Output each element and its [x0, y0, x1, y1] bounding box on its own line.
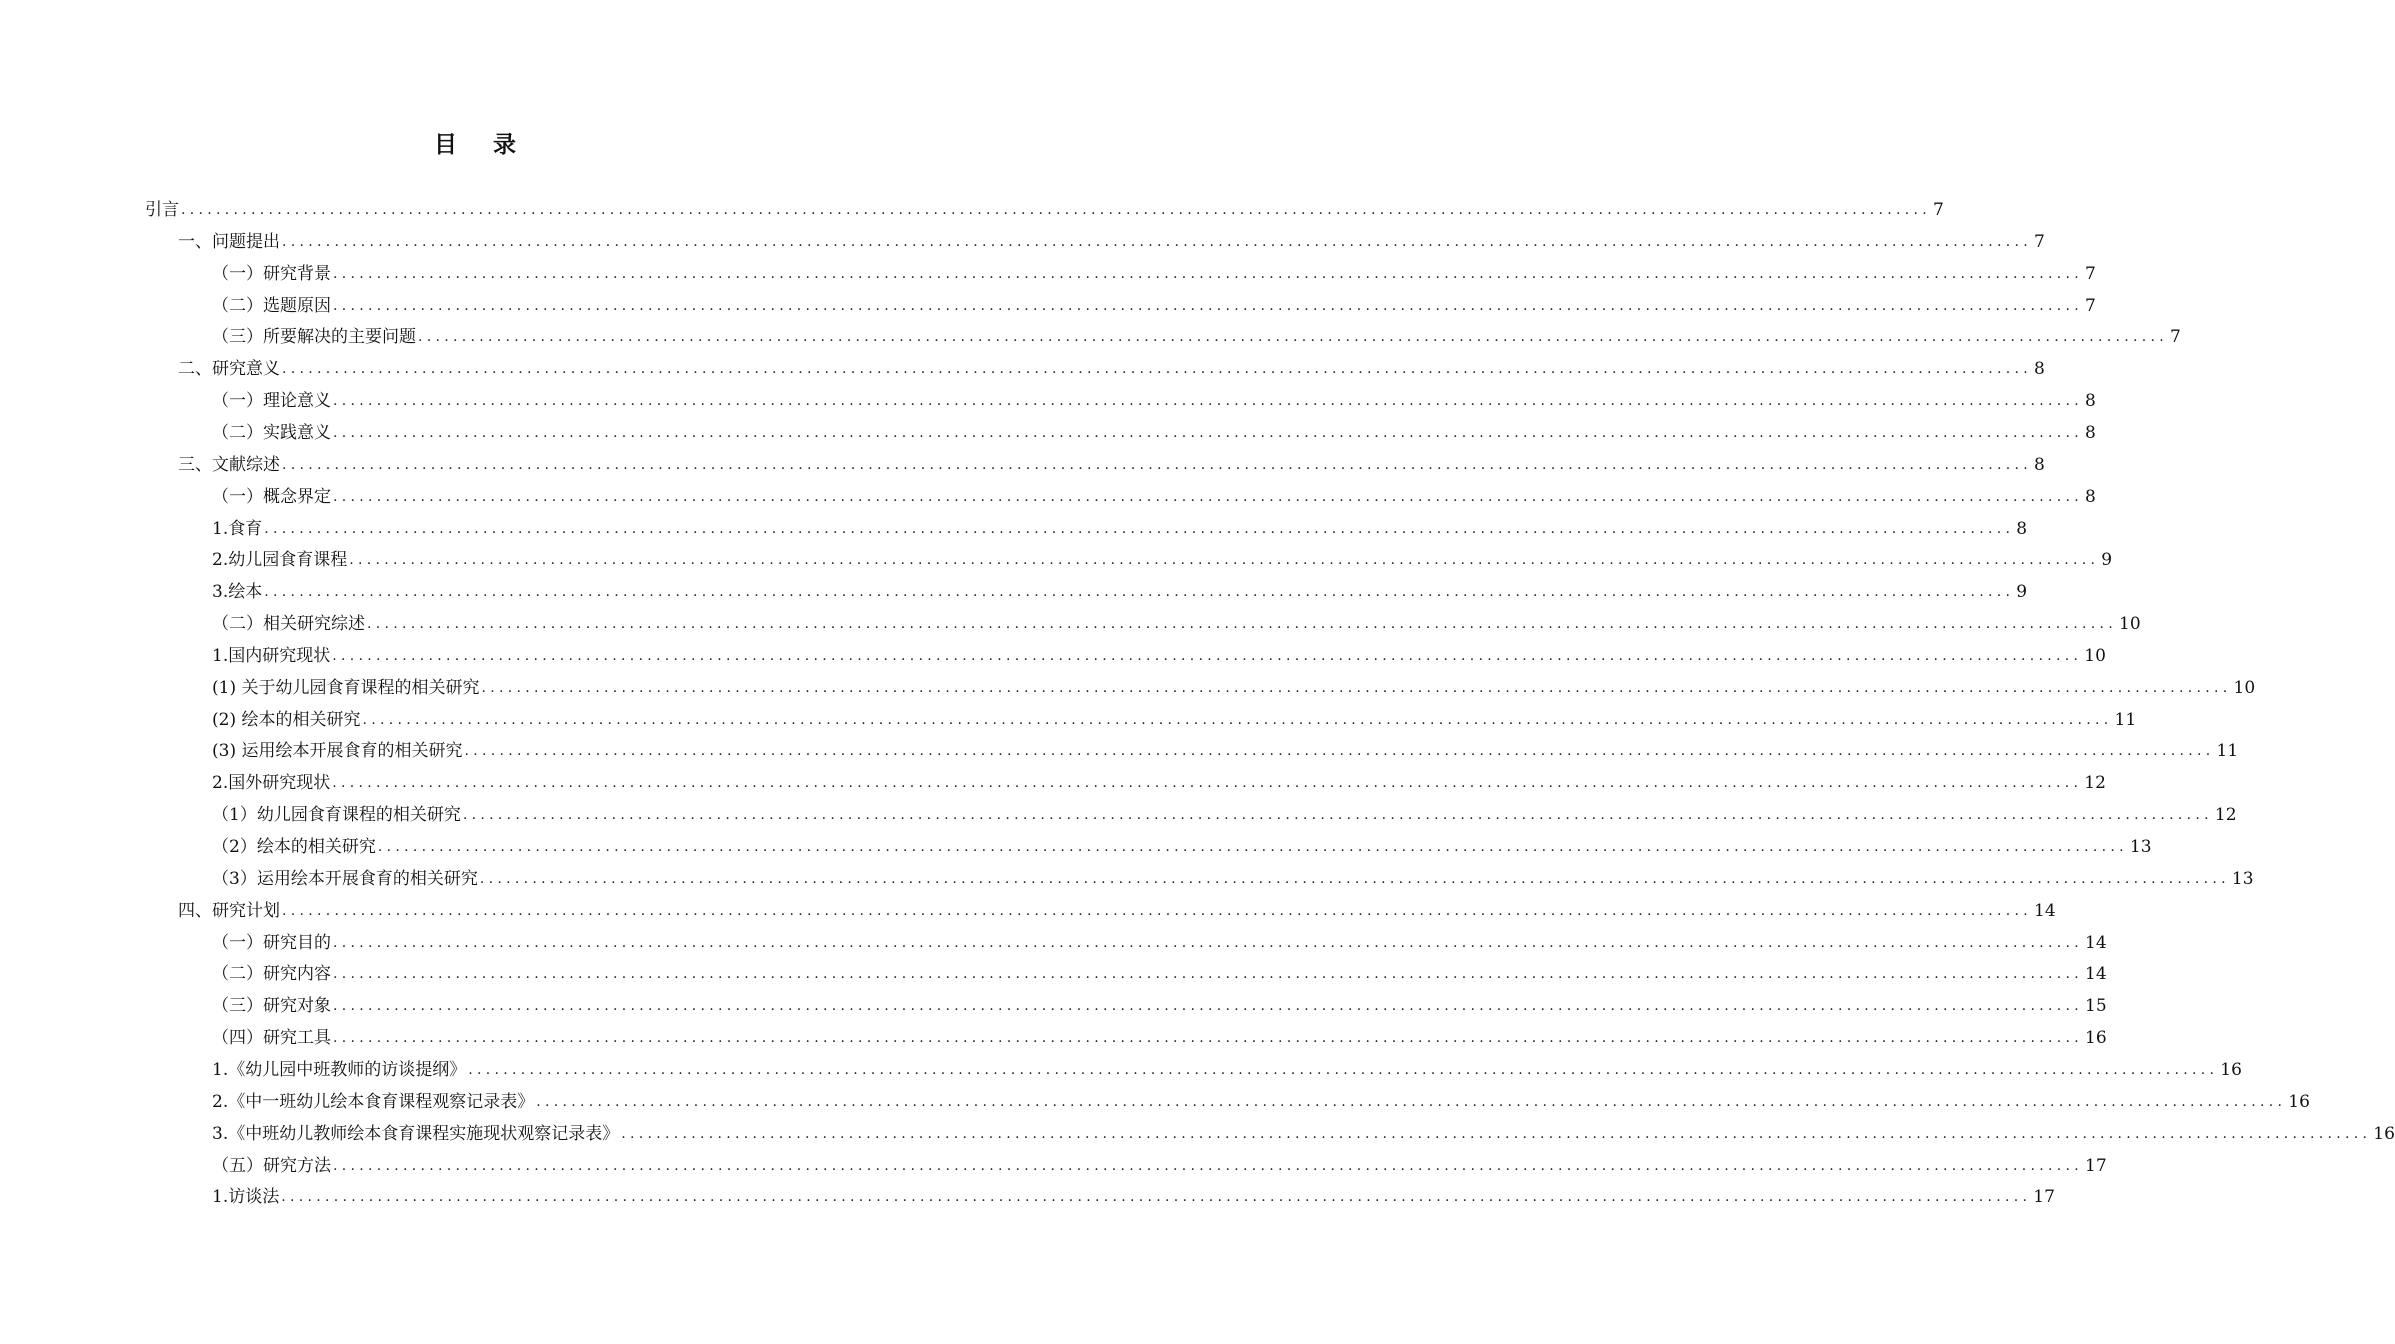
toc-entry-page-number: 12 — [2214, 805, 2237, 826]
toc-dot-leader: ........................................................................................................................................................................................................ — [621, 1125, 2372, 1142]
toc-entry[interactable] — [212, 420, 2096, 446]
page-title: 目 录 — [433, 132, 530, 158]
toc-entry[interactable] — [212, 770, 2106, 796]
toc-entry-label: （二）选题原因 — [212, 295, 331, 316]
toc-dot-leader: ........................................................................................................................................................................................................ — [264, 584, 2015, 601]
toc-entry-page-number: 8 — [2034, 359, 2045, 380]
toc-dot-leader: ........................................................................................................................................................................................................ — [281, 1189, 2032, 1206]
toc-entry-page-number: 7 — [2170, 327, 2181, 348]
toc-dot-leader: ........................................................................................................................................................................................................ — [333, 934, 2084, 951]
toc-entry[interactable] — [212, 1089, 2310, 1115]
toc-dot-leader: ........................................................................................................................................................................................................ — [282, 902, 2033, 919]
toc-entry[interactable] — [212, 707, 2137, 733]
toc-entry[interactable] — [212, 261, 2096, 287]
toc-entry[interactable] — [178, 356, 2045, 382]
toc-entry[interactable] — [212, 675, 2256, 701]
toc-dot-leader: ........................................................................................................................................................................................................ — [333, 488, 2084, 505]
toc-entry-page-number: 7 — [2034, 231, 2045, 252]
toc-dot-leader: ........................................................................................................................................................................................................ — [362, 711, 2113, 728]
toc-entry-page-number: 8 — [2085, 422, 2096, 443]
toc-entry-page-number: 14 — [2034, 900, 2056, 921]
toc-entry-page-number: 10 — [2084, 645, 2106, 666]
toc-entry[interactable] — [212, 1121, 2395, 1147]
toc-entry[interactable] — [212, 643, 2106, 669]
toc-entry-label: 3.《中班幼儿教师绘本食育课程实施现状观察记录表》 — [212, 1123, 620, 1144]
toc-entry[interactable] — [212, 547, 2113, 573]
toc-entry-page-number: 10 — [2119, 614, 2141, 635]
toc-entry-page-number: 16 — [2085, 1028, 2107, 1049]
toc-entry-label: 1.《幼儿园中班教师的访谈提纲》 — [212, 1059, 467, 1080]
toc-entry-page-number: 11 — [2216, 741, 2239, 762]
toc-entry-label: 一、问题提出 — [178, 231, 280, 252]
toc-entry-page-number: 10 — [2233, 677, 2256, 698]
toc-dot-leader: ........................................................................................................................................................................................................ — [464, 743, 2215, 760]
toc-entry-label: 2.国外研究现状 — [212, 773, 331, 794]
toc-entry-page-number: 12 — [2084, 773, 2106, 794]
toc-dot-leader: ........................................................................................................................................................................................................ — [349, 552, 2100, 569]
toc-entry[interactable] — [212, 388, 2096, 414]
toc-entry-page-number: 16 — [2373, 1123, 2395, 1144]
toc-dot-leader: ........................................................................................................................................................................................................ — [332, 647, 2083, 664]
toc-entry-label: （一）概念界定 — [212, 486, 331, 507]
toc-entry-label: 四、研究计划 — [178, 900, 280, 921]
toc-entry[interactable] — [212, 324, 2181, 350]
toc-dot-leader: ........................................................................................................................................................................................................ — [333, 998, 2084, 1015]
toc-dot-leader: ........................................................................................................................................................................................................ — [181, 202, 1932, 218]
toc-entry-label: （一）研究目的 — [212, 932, 331, 953]
toc-dot-leader: ........................................................................................................................................................................................................ — [468, 1061, 2219, 1078]
toc-entry-label: （3）运用绘本开展食育的相关研究 — [212, 868, 478, 889]
toc-entry[interactable] — [212, 1184, 2055, 1210]
toc-entry-page-number: 17 — [2085, 1155, 2107, 1176]
toc-dot-leader: ........................................................................................................................................................................................................ — [536, 1093, 2287, 1110]
toc-entry-label: 1.食育 — [212, 518, 263, 539]
toc-entry-label: （五）研究方法 — [212, 1155, 331, 1176]
toc-dot-leader: ........................................................................................................................................................................................................ — [333, 1030, 2084, 1047]
toc-dot-leader: ........................................................................................................................................................................................................ — [479, 870, 2230, 887]
toc-dot-leader: ........................................................................................................................................................................................................ — [332, 775, 2083, 792]
toc-entry[interactable] — [212, 834, 2152, 860]
toc-entry-page-number: 8 — [2016, 518, 2028, 539]
toc-entry-label: （二）研究内容 — [212, 964, 331, 985]
toc-entry[interactable] — [178, 229, 2045, 255]
toc-entry-label: （一）研究背景 — [212, 263, 331, 284]
toc-dot-leader: ........................................................................................................................................................................................................ — [333, 966, 2084, 983]
toc-entry-label: (3) 运用绘本开展食育的相关研究 — [212, 741, 463, 762]
toc-entry[interactable] — [212, 1025, 2107, 1051]
toc-entry-label: (2) 绘本的相关研究 — [212, 709, 361, 730]
toc-entry[interactable] — [212, 516, 2028, 542]
toc-dot-leader: ........................................................................................................................................................................................................ — [367, 616, 2118, 633]
toc-entry[interactable] — [212, 930, 2107, 956]
toc-entry[interactable] — [212, 1057, 2242, 1083]
toc-entry[interactable] — [212, 738, 2239, 764]
toc-entry-page-number: 15 — [2085, 996, 2107, 1017]
toc-entry-label: 二、研究意义 — [178, 359, 280, 380]
toc-entry-label: （2）绘本的相关研究 — [212, 837, 376, 857]
toc-entry-page-number: 8 — [2085, 486, 2096, 507]
toc-entry-label: 2.《中一班幼儿绘本食育课程观察记录表》 — [212, 1091, 535, 1112]
toc-dot-leader: ........................................................................................................................................................................................................ — [333, 1157, 2084, 1174]
toc-entry-page-number: 16 — [2220, 1059, 2242, 1080]
toc-entry-page-number: 7 — [2085, 295, 2096, 316]
toc-dot-leader: ........................................................................................................................................................................................................ — [282, 361, 2033, 378]
toc-entry-page-number: 14 — [2085, 932, 2107, 953]
toc-entry-label: (1) 关于幼儿园食育课程的相关研究 — [212, 677, 480, 698]
toc-entry[interactable] — [212, 484, 2096, 510]
toc-entry[interactable] — [212, 993, 2107, 1019]
toc-entry-page-number: 9 — [2016, 582, 2028, 603]
toc-entry[interactable] — [212, 293, 2096, 319]
toc-entry-page-number: 7 — [2085, 263, 2096, 284]
toc-entry-label: 引言 — [145, 200, 179, 220]
toc-dot-leader: ........................................................................................................................................................................................................ — [462, 807, 2213, 824]
toc-entry-label: （1）幼儿园食育课程的相关研究 — [212, 805, 461, 826]
toc-entry-page-number: 11 — [2114, 709, 2137, 730]
toc-entry[interactable] — [178, 898, 2056, 924]
toc-entry-page-number: 17 — [2033, 1187, 2055, 1208]
toc-entry-page-number: 13 — [2129, 837, 2152, 857]
toc-entry[interactable] — [212, 866, 2254, 892]
toc-entry[interactable] — [212, 579, 2028, 605]
toc-dot-leader: ........................................................................................................................................................................................................ — [333, 424, 2084, 441]
toc-dot-leader: ........................................................................................................................................................................................................ — [333, 297, 2084, 314]
toc-entry[interactable] — [212, 961, 2107, 987]
toc-entry-label: （二）实践意义 — [212, 422, 331, 443]
toc-entry-page-number: 13 — [2231, 868, 2254, 889]
toc-entry[interactable] — [145, 197, 1944, 223]
toc-dot-leader: ........................................................................................................................................................................................................ — [264, 520, 2015, 537]
toc-entry-label: （三）所要解决的主要问题 — [212, 327, 416, 348]
toc-entry[interactable] — [212, 611, 2141, 637]
toc-entry-label: （二）相关研究综述 — [212, 614, 365, 635]
toc-entry-label: 2.幼儿园食育课程 — [212, 550, 348, 571]
toc-entry-label: 1.国内研究现状 — [212, 645, 331, 666]
toc-entry-page-number: 9 — [2101, 550, 2113, 571]
toc-entry-label: （三）研究对象 — [212, 996, 331, 1017]
toc-dot-leader: ........................................................................................................................................................................................................ — [418, 329, 2169, 346]
toc-entry-page-number: 8 — [2085, 391, 2096, 412]
toc-entry-label: （一）理论意义 — [212, 391, 331, 412]
toc-dot-leader: ........................................................................................................................................................................................................ — [333, 393, 2084, 410]
toc-entry[interactable] — [178, 452, 2045, 478]
toc-dot-leader: ........................................................................................................................................................................................................ — [282, 233, 2033, 250]
toc-dot-leader: ........................................................................................................................................................................................................ — [333, 265, 2084, 282]
toc-dot-leader: ........................................................................................................................................................................................................ — [377, 839, 2128, 855]
toc-entry-label: （四）研究工具 — [212, 1028, 331, 1049]
toc-entry-page-number: 14 — [2085, 964, 2107, 985]
toc-entry-page-number: 16 — [2288, 1091, 2310, 1112]
toc-entry-label: 3.绘本 — [212, 582, 263, 603]
toc-entry-label: 三、文献综述 — [178, 454, 280, 475]
toc-entry-label: 1.访谈法 — [212, 1187, 280, 1208]
toc-entry-page-number: 7 — [1933, 200, 1944, 220]
toc-entry-page-number: 8 — [2034, 454, 2045, 475]
toc-dot-leader: ........................................................................................................................................................................................................ — [481, 679, 2232, 696]
toc-dot-leader: ........................................................................................................................................................................................................ — [282, 456, 2033, 473]
toc-entry[interactable] — [212, 1153, 2107, 1179]
toc-entry[interactable] — [212, 802, 2237, 828]
